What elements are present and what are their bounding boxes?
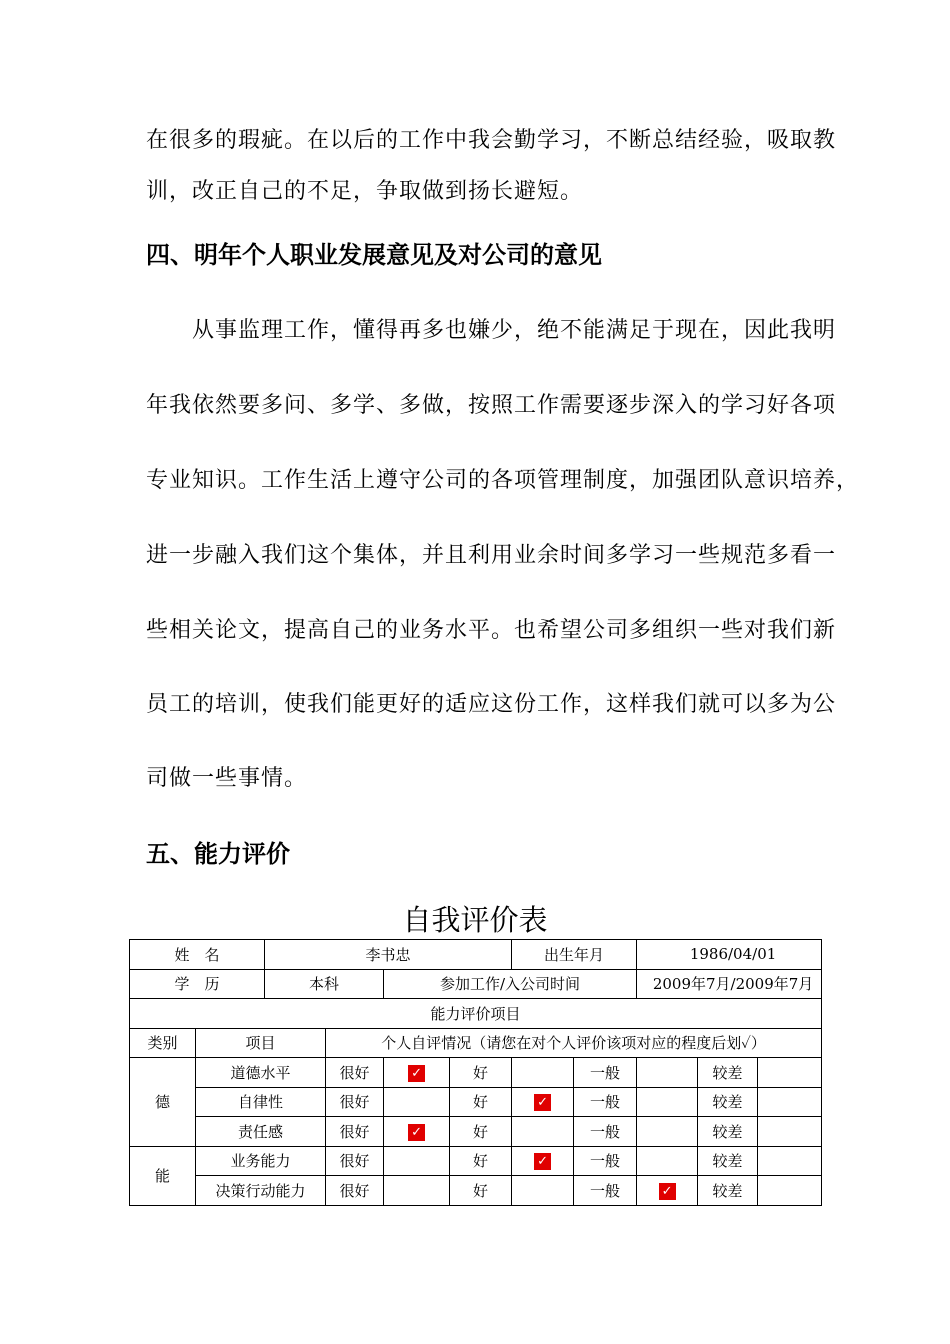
empty-box xyxy=(534,1062,551,1079)
level-label: 较差 xyxy=(698,1176,758,1206)
item-cell: 道德水平 xyxy=(196,1058,326,1088)
section4-line-3: 专业知识。工作生活上遵守公司的各项管理制度，加强团队意识培养， xyxy=(146,468,860,493)
edu-value: 本科 xyxy=(265,969,384,999)
empty-box xyxy=(408,1180,425,1197)
name-value: 李书忠 xyxy=(265,940,512,970)
check-mark-icon: ✓ xyxy=(534,1153,551,1170)
table-row xyxy=(130,1058,822,1088)
level-label: 很好 xyxy=(326,1117,384,1147)
rating-box[interactable] xyxy=(637,1117,698,1147)
edu-label: 学 历 xyxy=(130,969,265,999)
check-mark-icon: ✓ xyxy=(408,1065,425,1082)
empty-box xyxy=(781,1091,798,1108)
rating-box[interactable] xyxy=(512,1146,574,1176)
section4-line-2: 年我依然要多问、多学、多做，按照工作需要逐步深入的学习好各项 xyxy=(146,393,837,418)
rating-box[interactable] xyxy=(384,1087,450,1117)
rating-box[interactable] xyxy=(512,1117,574,1147)
rating-box[interactable] xyxy=(384,1117,450,1147)
level-label: 较差 xyxy=(698,1087,758,1117)
level-label: 一般 xyxy=(574,1117,637,1147)
rating-box[interactable] xyxy=(637,1146,698,1176)
item-cell: 业务能力 xyxy=(196,1146,326,1176)
item-cell: 决策行动能力 xyxy=(196,1176,326,1206)
empty-box xyxy=(408,1150,425,1167)
rating-box[interactable] xyxy=(758,1087,822,1117)
join-value: 2009年7月/2009年7月 xyxy=(637,969,822,999)
empty-box xyxy=(659,1062,676,1079)
rating-box[interactable] xyxy=(384,1146,450,1176)
table-row xyxy=(130,1146,822,1176)
table-title: 自我评价表 xyxy=(402,903,548,937)
rating-box[interactable] xyxy=(637,1176,698,1206)
rating-box[interactable] xyxy=(512,1058,574,1088)
empty-box xyxy=(659,1091,676,1108)
rating-box[interactable] xyxy=(758,1117,822,1147)
table-row xyxy=(130,1028,822,1058)
empty-box xyxy=(781,1062,798,1079)
empty-box xyxy=(781,1150,798,1167)
section5-heading: 五、能力评价 xyxy=(146,839,290,868)
item-cell: 自律性 xyxy=(196,1087,326,1117)
level-label: 一般 xyxy=(574,1087,637,1117)
rating-box[interactable] xyxy=(512,1087,574,1117)
table-row xyxy=(130,1087,822,1117)
table-row xyxy=(130,999,822,1029)
paragraph-line-2: 训，改正自己的不足，争取做到扬长避短。 xyxy=(146,179,584,204)
table-row xyxy=(130,1176,822,1206)
level-label: 较差 xyxy=(698,1146,758,1176)
col-self: 个人自评情况（请您在对个人评价该项对应的程度后划✓） xyxy=(326,1028,822,1058)
level-label: 一般 xyxy=(574,1058,637,1088)
name-label: 姓 名 xyxy=(130,940,265,970)
empty-box xyxy=(534,1180,551,1197)
rating-box[interactable] xyxy=(512,1176,574,1206)
join-label: 参加工作/入公司时间 xyxy=(384,969,637,999)
empty-box xyxy=(781,1121,798,1138)
birth-label: 出生年月 xyxy=(512,940,637,970)
category-cell: 能 xyxy=(130,1146,196,1205)
level-label: 很好 xyxy=(326,1058,384,1088)
section4-line-6: 员工的培训，使我们能更好的适应这份工作，这样我们就可以多为公 xyxy=(146,692,837,717)
section4-line-5: 些相关论文，提高自己的业务水平。也希望公司多组织一些对我们新 xyxy=(146,618,837,643)
col-item: 项目 xyxy=(196,1028,326,1058)
self-evaluation-table xyxy=(129,939,822,1206)
check-mark-icon: ✓ xyxy=(534,1094,551,1111)
level-label: 一般 xyxy=(574,1146,637,1176)
item-cell: 责任感 xyxy=(196,1117,326,1147)
empty-box xyxy=(534,1121,551,1138)
category-cell: 德 xyxy=(130,1058,196,1147)
level-label: 较差 xyxy=(698,1117,758,1147)
rating-box[interactable] xyxy=(758,1058,822,1088)
table-row xyxy=(130,969,822,999)
check-mark-icon: ✓ xyxy=(659,1183,676,1200)
empty-box xyxy=(659,1150,676,1167)
rating-box[interactable] xyxy=(384,1176,450,1206)
level-label: 好 xyxy=(450,1087,512,1117)
section4-line-4: 进一步融入我们这个集体，并且利用业余时间多学习一些规范多看一 xyxy=(146,543,837,568)
level-label: 很好 xyxy=(326,1146,384,1176)
table-row xyxy=(130,940,822,970)
paragraph-line-1: 在很多的瑕疵。在以后的工作中我会勤学习，不断总结经验，吸取教 xyxy=(146,128,837,153)
section-header: 能力评价项目 xyxy=(130,999,822,1029)
level-label: 很好 xyxy=(326,1176,384,1206)
col-category: 类别 xyxy=(130,1028,196,1058)
level-label: 好 xyxy=(450,1117,512,1147)
level-label: 好 xyxy=(450,1176,512,1206)
level-label: 好 xyxy=(450,1146,512,1176)
rating-box[interactable] xyxy=(758,1146,822,1176)
level-label: 较差 xyxy=(698,1058,758,1088)
level-label: 好 xyxy=(450,1058,512,1088)
rating-box[interactable] xyxy=(637,1058,698,1088)
check-mark-icon: ✓ xyxy=(408,1124,425,1141)
birth-value: 1986/04/01 xyxy=(637,940,822,970)
rating-box[interactable] xyxy=(758,1176,822,1206)
level-label: 一般 xyxy=(574,1176,637,1206)
level-label: 很好 xyxy=(326,1087,384,1117)
section4-line-1: 从事监理工作，懂得再多也嫌少，绝不能满足于现在，因此我明 xyxy=(146,318,837,343)
section4-heading: 四、明年个人职业发展意见及对公司的意见 xyxy=(146,240,602,269)
table-row xyxy=(130,1117,822,1147)
section4-line-7: 司做一些事情。 xyxy=(146,766,308,791)
empty-box xyxy=(659,1121,676,1138)
rating-box[interactable] xyxy=(384,1058,450,1088)
rating-box[interactable] xyxy=(637,1087,698,1117)
empty-box xyxy=(408,1091,425,1108)
empty-box xyxy=(781,1180,798,1197)
